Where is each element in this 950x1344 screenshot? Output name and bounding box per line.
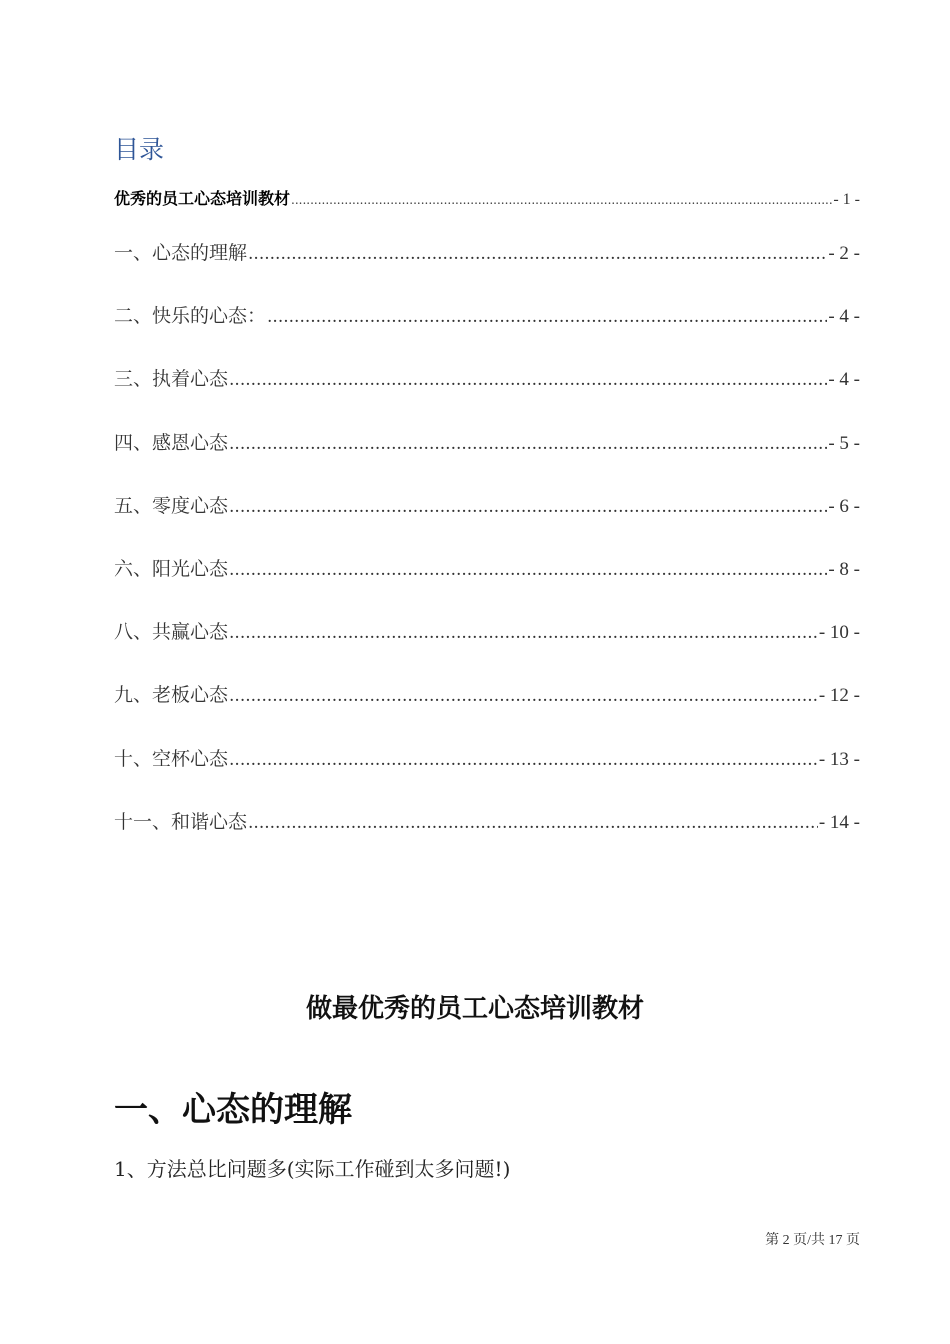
- page-footer: 第 2 页/共 17 页: [765, 1233, 860, 1248]
- toc-entry-8[interactable]: [114, 617, 860, 680]
- toc-leader-dots: [229, 750, 818, 770]
- toc-entry-11[interactable]: [114, 807, 860, 870]
- toc-leader-dots: [229, 623, 818, 643]
- toc-entry-page: - 12 -: [818, 685, 860, 707]
- section-heading: 一、心态的理解: [114, 1090, 352, 1130]
- toc-entry-6[interactable]: [114, 491, 860, 554]
- toc-entry-page: - 4 -: [828, 369, 860, 391]
- toc-entry-1[interactable]: [114, 186, 860, 238]
- toc-heading: 目录: [114, 135, 165, 164]
- toc-leader-dots: [229, 686, 818, 706]
- toc-entry-page: - 10 -: [818, 622, 860, 644]
- toc-entry-title: 九、老板心态: [114, 684, 229, 707]
- toc-leader-dots: [229, 497, 827, 517]
- toc-entry-title: 优秀的员工心态培训教材: [114, 189, 291, 208]
- toc-entry-title: 十一、和谐心态: [114, 810, 248, 833]
- toc-entry-2[interactable]: [114, 238, 860, 301]
- toc-entry-page: - 1 -: [833, 191, 860, 208]
- toc-entry-title: 一、心态的理解: [114, 242, 248, 264]
- toc-leader-dots: [229, 370, 827, 390]
- body-paragraph: 1、方法总比问题多(实际工作碰到太多问题!): [114, 1157, 511, 1181]
- toc-leader-dots: [267, 307, 827, 327]
- toc-entry-10[interactable]: [114, 744, 860, 807]
- toc-entry-page: - 8 -: [828, 558, 860, 580]
- toc-entry-title: 十、空杯心态: [114, 747, 229, 770]
- toc-entry-title: 四、感恩心态: [114, 431, 229, 454]
- toc-entry-page: - 4 -: [828, 306, 860, 328]
- toc-leader-dots: [229, 560, 827, 580]
- table-of-contents: [114, 186, 860, 870]
- toc-entry-7[interactable]: [114, 554, 860, 617]
- toc-entry-4[interactable]: [114, 364, 860, 427]
- toc-entry-title: 八、共赢心态: [114, 621, 229, 644]
- toc-entry-page: - 14 -: [818, 811, 860, 833]
- toc-leader-dots: [291, 193, 832, 207]
- toc-leader-dots: [229, 434, 827, 454]
- toc-entry-3[interactable]: [114, 301, 860, 364]
- toc-entry-page: - 13 -: [818, 748, 860, 770]
- toc-entry-page: - 2 -: [828, 243, 860, 264]
- toc-entry-9[interactable]: [114, 680, 860, 743]
- toc-leader-dots: [248, 813, 818, 833]
- toc-entry-title: 五、零度心态: [114, 494, 229, 517]
- document-title: 做最优秀的员工心态培训教材: [305, 994, 644, 1024]
- toc-entry-title: 三、执着心态: [114, 368, 229, 391]
- toc-entry-page: - 5 -: [828, 432, 860, 454]
- toc-entry-title: 六、阳光心态: [114, 557, 229, 580]
- toc-entry-5[interactable]: [114, 428, 860, 491]
- toc-entry-title: 二、快乐的心态：: [114, 305, 267, 328]
- toc-leader-dots: [248, 244, 827, 264]
- toc-entry-page: - 6 -: [828, 495, 860, 517]
